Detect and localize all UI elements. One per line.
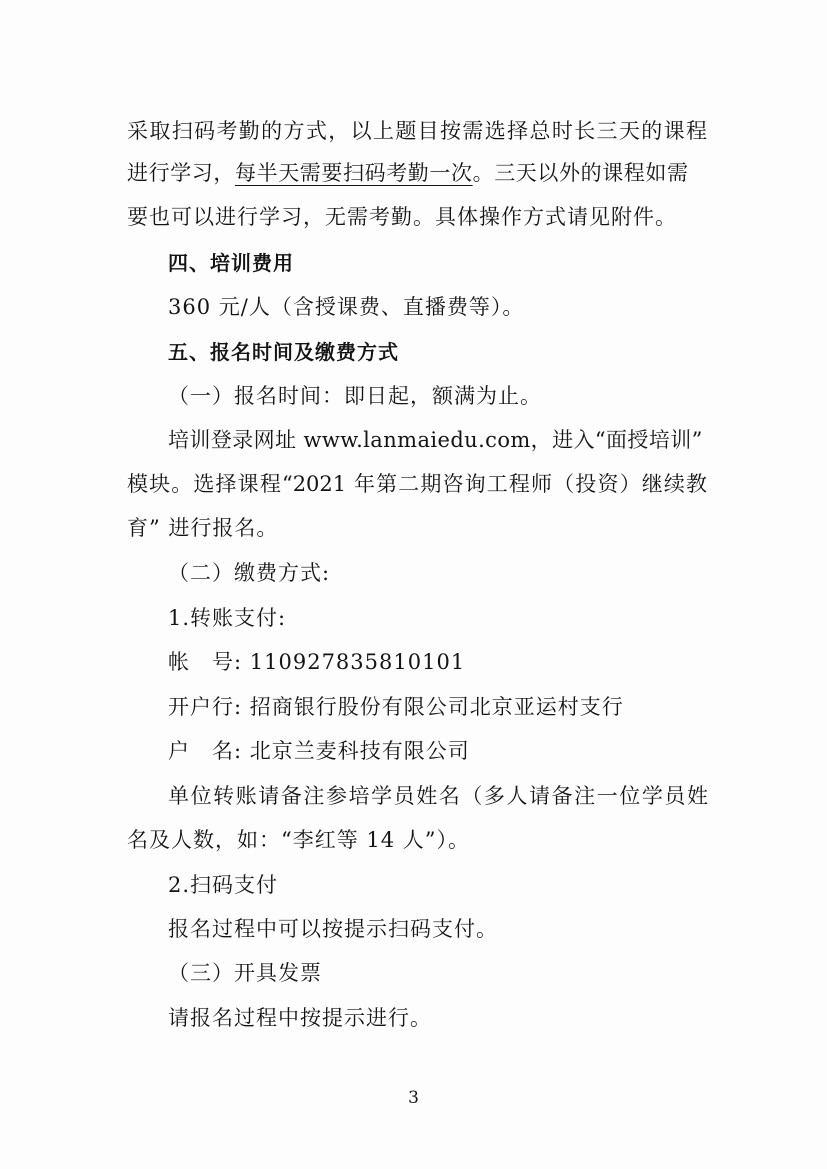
section-4-heading: 四、培训费用	[168, 251, 294, 275]
login-line-1: 培训登录网址 www.lanmaiedu.com，进入“面授培训”	[168, 428, 703, 452]
account-label: 帐 号:	[168, 650, 243, 674]
bank-value: 招商银行股份有限公司北京亚运村支行	[249, 695, 624, 719]
login-line-3: 育” 进行报名。	[127, 516, 279, 540]
page-number: 3	[408, 1088, 419, 1108]
attendance-line-3: 要也可以进行学习，无需考勤。具体操作方式请见附件。	[127, 205, 677, 229]
attendance-line-2-start: 进行学习，	[127, 161, 235, 185]
login-line-2: 模块。选择课程“2021 年第二期咨询工程师（投资）继续教	[127, 472, 707, 496]
attendance-line-2-end: 。三天以外的课程如需	[472, 161, 689, 185]
account-number-row	[168, 647, 708, 677]
bank-row	[168, 692, 708, 722]
payment-method-title: （二）缴费方式:	[168, 561, 331, 585]
invoice-title: （三）开具发票	[168, 961, 322, 985]
holder-label: 户 名:	[168, 739, 243, 763]
remark-line-1: 单位转账请备注参培学员姓名（多人请备注一位学员姓	[168, 784, 708, 808]
scan-pay-title: 2.扫码支付	[168, 873, 279, 897]
bank-label: 开户行:	[168, 695, 243, 719]
section-5-heading: 五、报名时间及缴费方式	[168, 340, 399, 364]
remark-line-2: 名及人数，如：“李红等 14 人”）。	[127, 828, 471, 852]
holder-row	[168, 736, 708, 766]
attendance-line-2	[127, 158, 707, 188]
registration-time: （一）报名时间：即日起，额满为止。	[168, 384, 542, 408]
holder-value: 北京兰麦科技有限公司	[249, 739, 470, 763]
scan-pay-text: 报名过程中可以按提示扫码支付。	[168, 917, 498, 941]
training-fee: 360 元/人（含授课费、直播费等）。	[168, 295, 525, 319]
transfer-title: 1.转账支付:	[168, 606, 287, 630]
attendance-underlined-text: 每半天需要扫码考勤一次	[235, 161, 473, 185]
attendance-line-1: 采取扫码考勤的方式，以上题目按需选择总时长三天的课程	[127, 119, 707, 143]
invoice-text: 请报名过程中按提示进行。	[168, 1006, 432, 1030]
account-value: 110927835810101	[249, 650, 466, 674]
